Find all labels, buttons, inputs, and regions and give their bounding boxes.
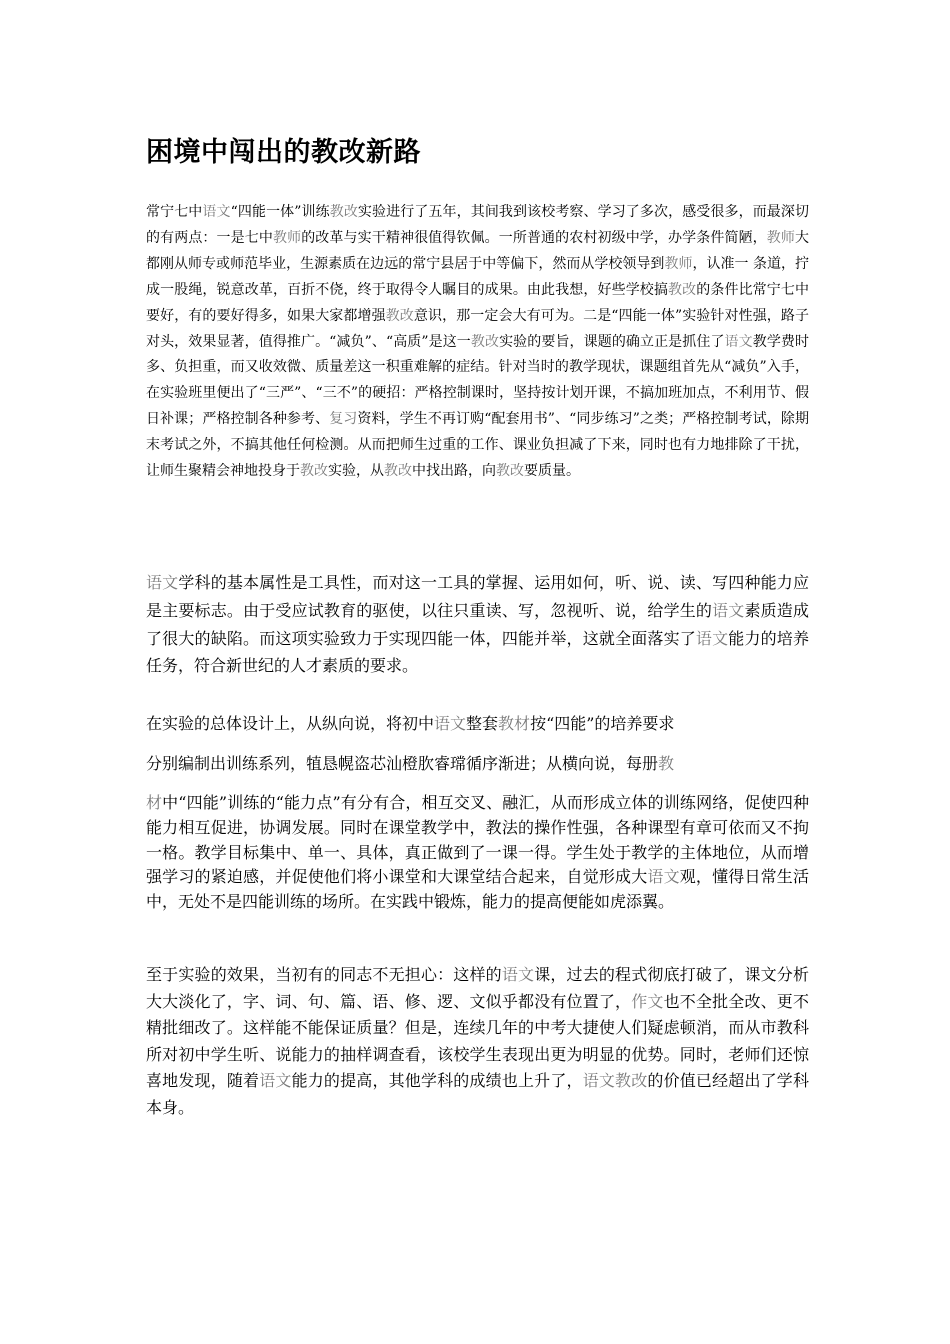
paragraph-3-line-1 xyxy=(146,714,809,734)
paragraph-3-body xyxy=(146,791,809,915)
keyword-link[interactable]: 语文 xyxy=(647,867,680,887)
keyword-link[interactable]: 教改 xyxy=(668,281,697,298)
keyword-link[interactable]: 语文 xyxy=(724,333,753,350)
text-run: 大都刚从师专或师范毕业，生源素质在边远的常宁县居于中等偏下，然而从学校领导到 xyxy=(146,229,810,272)
keyword-link[interactable]: 教改 xyxy=(470,333,500,350)
text-run: 常宁七中 xyxy=(146,204,203,220)
text-run: ，认准一 条道，拧成一股绳，锐意改革，百折不侥，终于取得令人瞩目的成果。由此我想，好些学校搞 xyxy=(146,255,810,298)
text-run: 在实验的总体设计上，从纵向说，将初中 xyxy=(146,714,435,733)
text-run: 按“四能”的培养要求 xyxy=(530,714,675,733)
text-run: 意识，那一定会大有可为。二是“四能一体”实验针对性强，路子对头，效果显著，值得推广。“减负”、“高质”是这一 xyxy=(146,307,810,350)
keyword-link[interactable]: 语文 xyxy=(501,965,535,984)
paragraph-2 xyxy=(146,569,809,680)
keyword-link[interactable]: 语文 xyxy=(146,573,179,592)
text-run: 资料，学生不再订购“配套用书”、“同步练习”之类；严格控制考试，除期末考试之外，不搞其他任何检测。从而把师生过重的工作、课业负担减了下来，同时也有力地排除了干扰，让师生聚精会神地投身于 xyxy=(146,411,809,480)
keyword-link[interactable]: 教改 xyxy=(384,463,412,480)
keyword-link[interactable]: 教师 xyxy=(272,229,302,246)
keyword-link[interactable]: 语文 xyxy=(582,1071,616,1091)
keyword-link[interactable]: 语文 xyxy=(695,628,729,648)
keyword-link[interactable]: 语文 xyxy=(712,600,745,620)
text-run: 中找出路，向 xyxy=(412,463,496,480)
keyword-link[interactable]: 教改 xyxy=(300,463,328,480)
text-run: 要质量。 xyxy=(524,463,580,480)
text-run: 中“四能”训练的“能力点”有分有合，相互交叉、融汇，从而形成立体的训练网络，促使四种能力相互促进，协调发展。同时在课堂教学中，教法的操作性强，各种课型有章可依而又不拘一格。教学目标集中、单一、具体，真正做到了一课一得。学生处于教学的主体地位，从而增强学习的紧迫感，并促使他们将小课堂和大课堂结合起来，自觉形成大 xyxy=(146,793,809,887)
keyword-link[interactable]: 教改 xyxy=(496,463,524,480)
text-run: 能力的培养任务，符合新世纪的人才素质的要求。 xyxy=(146,628,809,676)
keyword-link[interactable]: 教改 xyxy=(385,307,414,324)
text-run: 实验的要旨，课题的确立正是抓住了 xyxy=(499,333,725,350)
text-run: 教学费时多、负担重，而又收效微、质量差这一积重难解的症结。针对当时的教学现状，课题组首先从“减负”入手，在实验班里便出了“三严”、“三不”的硬招：严格控制课时，坚持按计划开课，不搞加班加点，不利用节、假日补课；严格控制各种参考、 xyxy=(146,333,810,428)
text-run: 能力的提高，其他学科的成绩也上升了， xyxy=(291,1071,583,1091)
keyword-link[interactable]: 作文 xyxy=(631,991,664,1011)
text-run: 课，过去的程式彻底打破了，课文分析大大淡化了，字、词、句、篇、语、修、逻、文似乎都没有位置了， xyxy=(146,965,809,1011)
article-title: 困境中闯出的教改新路 xyxy=(146,137,421,168)
paragraph-3-line-2 xyxy=(146,754,809,774)
text-run: 的价值已经超出了学科本身。 xyxy=(146,1071,809,1117)
text-run: 的条件比常宁七中要好，有的要好得多，如果大家都增强 xyxy=(146,281,810,324)
keyword-link[interactable]: 教师 xyxy=(766,229,796,246)
keyword-link[interactable]: 教改 xyxy=(615,1071,648,1091)
text-run: 也不全批全改、更不精批细改了。这样能不能保证质量？但是，连续几年的中考大捷使人们疑虑顿消，而从市教科所对初中学生听、说能力的抽样调查看，该校学生表现出更为明显的优势。同时，老师们还惊喜地发现，随着 xyxy=(146,991,809,1091)
keyword-link[interactable]: 教材 xyxy=(498,714,531,733)
text-run: 的改革与实干精神很值得钦佩。一所普通的农村初级中学，办学条件简陋， xyxy=(301,229,767,246)
text-run: 素质造成了很大的缺陷。而这项实验致力于实现四能一体，四能并举，这就全面落实了 xyxy=(146,600,809,648)
text-run: 实验进行了五年，其间我到该校考察、学习了多次，感受很多，而最深切的有两点：一是七中 xyxy=(146,204,810,246)
keyword-link[interactable]: 教师 xyxy=(664,255,693,272)
text-run: 观，懂得日常生活中，无处不是四能训练的场所。在实践中锻炼，能力的提高便能如虎添翼。 xyxy=(146,867,809,912)
paragraph-4 xyxy=(146,962,809,1122)
keyword-link[interactable]: 语文 xyxy=(259,1071,292,1091)
text-run: 实验，从 xyxy=(328,463,384,480)
keyword-link[interactable]: 复习 xyxy=(329,411,358,428)
keyword-link[interactable]: 语文 xyxy=(434,714,467,733)
paragraph-1 xyxy=(146,200,809,485)
text-run: 分别编制出训练系列，犆恳幌盗芯汕橙肷睿瑺循序渐进；从横向说，每册 xyxy=(146,754,659,773)
keyword-link[interactable]: 教改 xyxy=(329,204,358,220)
keyword-link[interactable]: 语文 xyxy=(202,204,231,220)
text-run: 至于实验的效果，当初有的同志不无担心：这样的 xyxy=(146,965,502,984)
keyword-link[interactable]: 材 xyxy=(146,793,163,812)
keyword-link[interactable]: 教 xyxy=(658,754,675,773)
text-run: 整套 xyxy=(466,714,499,733)
text-run: “四能一体”训练 xyxy=(230,204,330,220)
text-run: 学科的基本属性是工具性，而对这一工具的掌握、运用如何，听、说、读、写四种能力应是主要标志。由于受应试教育的驱使，以往只重读、写，忽视听、说，给学生的 xyxy=(146,573,809,620)
